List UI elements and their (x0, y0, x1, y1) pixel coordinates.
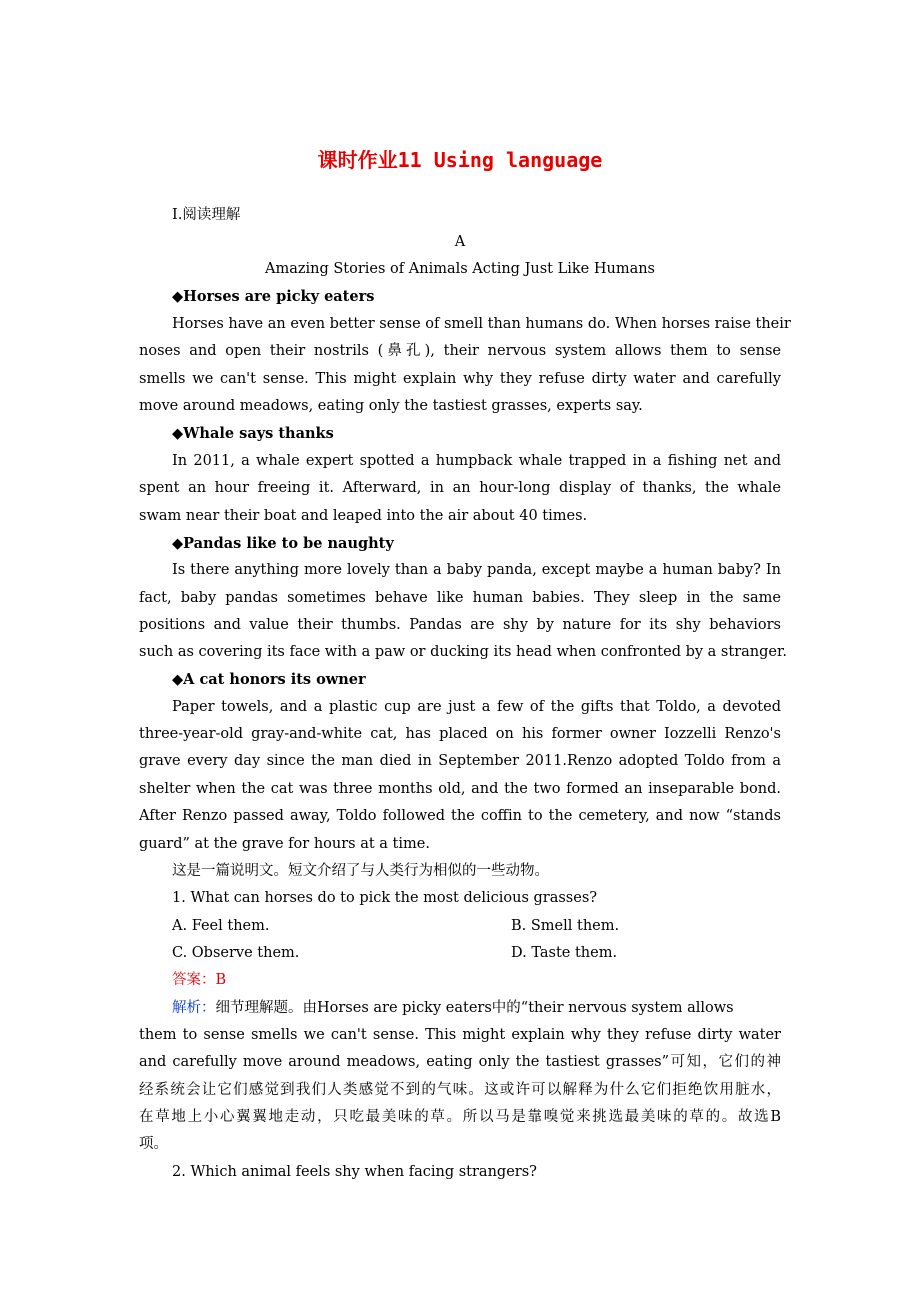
paragraph-line: swam near their boat and leaped into the air about 40 times. (139, 508, 588, 524)
answer-label: 答案： (172, 972, 216, 988)
paragraph-line: noses and open their nostrils (鼻孔), their nervous system allows them to sense (139, 343, 781, 359)
question-2: 2. Which animal feels shy when facing strangers? (172, 1164, 537, 1180)
paragraph-line: such as covering its face with a paw or ducking its head when confronted by a stranger. (139, 644, 787, 660)
question-1: 1. What can horses do to pick the most delicious grasses? (172, 890, 598, 906)
paragraph-line: Paper towels, and a plastic cup are just a few of the gifts that Toldo, a devoted (172, 699, 781, 715)
option-c: C. Observe them. (172, 945, 300, 961)
paragraph-line: In 2011, a whale expert spotted a humpback whale trapped in a fishing net and (172, 453, 781, 469)
paragraph-line: three-year-old gray-and-white cat, has placed on his former owner Iozzelli Renzo's (139, 726, 781, 742)
answer-line (172, 967, 781, 994)
paragraph-line: spent an hour freeing it. Afterward, in an hour-long display of thanks, the whale (139, 480, 781, 496)
answer-value: B (215, 972, 227, 988)
paragraph-line: Horses have an even better sense of smell than humans do. When horses raise their (172, 316, 791, 332)
subtitle-pandas: ◆Pandas like to be naughty (172, 535, 394, 552)
analysis-line: 项。 (139, 1136, 168, 1152)
paragraph-line: Is there anything more lovely than a baby panda, except maybe a human baby? In (172, 562, 781, 578)
analysis-line: and carefully move around meadows, eating only the tastiest grasses”可知，它们的神 (139, 1054, 781, 1070)
paragraph-line: After Renzo passed away, Toldo followed the coffin to the cemetery, and now “stands (139, 808, 781, 824)
analysis-line (172, 995, 800, 1022)
option-a: A. Feel them. (172, 918, 270, 934)
subtitle-cat: ◆A cat honors its owner (172, 671, 366, 688)
option-d: D. Taste them. (511, 945, 618, 961)
paragraph-line: positions and value their thumbs. Pandas are shy by nature for its shy behaviors (139, 617, 781, 633)
section-heading: Ⅰ.阅读理解 (172, 207, 241, 223)
paragraph-line: fact, baby pandas sometimes behave like human babies. They sleep in the same (139, 590, 781, 606)
passage-heading: Amazing Stories of Animals Acting Just Like Humans (264, 261, 655, 277)
paragraph-line: smells we can't sense. This might explain why they refuse dirty water and carefully (139, 371, 781, 387)
analysis-line: 经系统会让它们感觉到我们人类感觉不到的气味。这或许可以解释为什么它们拒绝饮用脏水， (139, 1082, 781, 1098)
analysis-line: them to sense smells we can't sense. This might explain why they refuse dirty water (139, 1027, 781, 1043)
paragraph-line: shelter when the cat was three months old, and the two formed an inseparable bond. (139, 781, 781, 797)
analysis-text: 细节理解题。由Horses are picky eaters中的“their nervous system allows (215, 1000, 734, 1016)
paragraph-line: guard” at the grave for hours at a time. (139, 836, 430, 852)
analysis-line: 在草地上小心翼翼地走动，只吃最美味的草。所以马是靠嗅觉来挑选最美味的草的。故选B (139, 1109, 781, 1125)
analysis-label: 解析： (172, 1000, 216, 1016)
paragraph-line: grave every day since the man died in September 2011.Renzo adopted Toldo from a (139, 753, 781, 769)
passage-summary: 这是一篇说明文。短文介绍了与人类行为相似的一些动物。 (172, 863, 549, 879)
page-title: 课时作业11 Using language (317, 148, 603, 172)
passage-letter: A (454, 234, 466, 250)
paragraph-line: move around meadows, eating only the tastiest grasses, experts say. (139, 398, 643, 414)
subtitle-whale: ◆Whale says thanks (172, 425, 334, 442)
option-b: B. Smell them. (511, 918, 620, 934)
subtitle-horses: ◆Horses are picky eaters (172, 288, 375, 305)
